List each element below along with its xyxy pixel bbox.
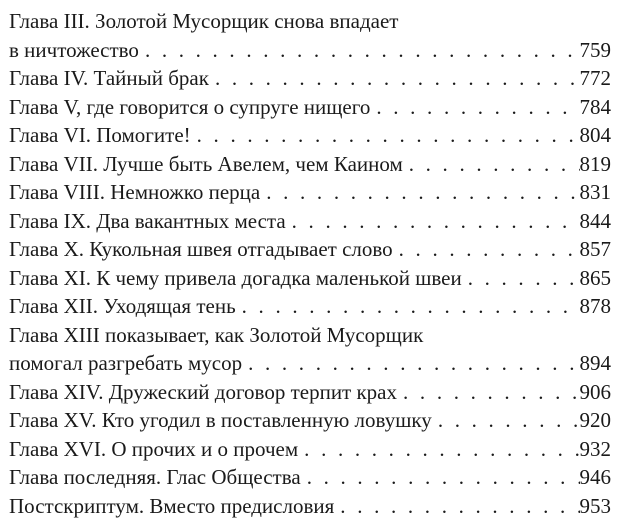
toc-entry-line [9,435,611,464]
dot-leader [397,378,579,407]
toc-entry-line [9,178,611,207]
toc-entry [9,7,611,64]
toc-entry [9,292,611,321]
toc-entry-title: Глава последняя. Глас Общества [9,465,301,489]
dot-leader [242,349,579,378]
toc-entry-page: 831 [579,180,611,204]
toc-entry-line [9,93,611,122]
dot-leader [403,150,580,179]
dot-leader [139,36,580,65]
dot-leader [191,121,580,150]
toc-entry-first-line [9,321,611,350]
dot-leader [370,93,579,122]
toc-entry-page: 894 [579,351,611,375]
toc-entry-page: 819 [579,151,611,176]
toc-entry-title-line1: Глава XIII показывает, как Золотой Мусорщик [9,322,424,347]
toc-entry [9,492,611,521]
toc-entry-title: Глава VI. Помогите! [9,123,191,147]
toc-entry-line [9,292,611,321]
toc-entry-line [9,406,611,435]
dot-leader [298,435,579,464]
toc-entry [9,463,611,492]
toc-entry-page: 878 [579,294,611,318]
toc-entry [9,235,611,264]
toc-entry-line [9,349,611,378]
toc-entry-page: 772 [579,66,611,90]
toc-entry-title: Глава X. Кукольная швея отгадывает слово [9,237,393,261]
toc-entry-title: Постскриптум. Вместо предисловия [9,493,335,518]
toc-entry-title: Глава V, где говорится о супруге нищего [9,94,371,119]
toc-entry-page: 865 [579,265,611,290]
toc-entry-line [9,235,611,264]
toc-entry-title: Глава VIII. Немножко перца [9,180,261,204]
toc-entry [9,178,611,207]
toc-entry-title: Глава VII. Лучше быть Авелем, чем Каином [9,151,403,176]
toc-entry-title: помогал разгребать мусор [9,351,243,375]
dot-leader [432,406,580,435]
toc-entry-title: Глава XV. Кто угодил в поставленную ловушку [9,408,432,432]
toc-entry [9,406,611,435]
toc-entry-page: 759 [579,37,611,62]
toc-entry [9,64,611,93]
toc-entry-page: 946 [579,465,611,489]
toc-entry [9,321,611,378]
dot-leader [209,64,580,93]
toc-entry-page: 932 [579,436,611,461]
toc-entry [9,378,611,407]
toc-entry-page: 906 [579,379,611,404]
table-of-contents [9,7,611,520]
toc-entry-line [9,492,611,521]
dot-leader [334,492,579,521]
toc-entry-page: 920 [579,408,611,432]
dot-leader [393,235,580,264]
toc-entry [9,150,611,179]
toc-entry-title: Глава XI. К чему привела догадка маленькой швеи [9,265,462,290]
toc-entry-title: Глава IV. Тайный брак [9,66,209,90]
toc-entry-line [9,36,611,65]
dot-leader [286,207,580,236]
toc-entry-title: Глава XVI. О прочих и о прочем [9,436,299,461]
toc-entry-title: в ничтожество [9,37,139,62]
toc-entry-page: 804 [579,123,611,147]
toc-entry-line [9,463,611,492]
dot-leader [236,292,580,321]
toc-entry [9,264,611,293]
toc-entry-page: 857 [579,237,611,261]
toc-entry [9,435,611,464]
toc-entry-title: Глава XIV. Дружеский договор терпит крах [9,379,398,404]
toc-entry-line [9,378,611,407]
toc-entry-line [9,64,611,93]
toc-entry-line [9,264,611,293]
toc-entry [9,93,611,122]
toc-entry-line [9,150,611,179]
toc-entry-first-line [9,7,611,36]
toc-entry-page: 953 [579,493,611,518]
toc-entry-title-line1: Глава III. Золотой Мусорщик снова впадает [9,9,399,33]
dot-leader [260,178,579,207]
dot-leader [462,264,580,293]
toc-entry-page: 784 [579,94,611,119]
toc-entry-line [9,121,611,150]
toc-entry-line [9,207,611,236]
dot-leader [301,463,580,492]
toc-entry-page: 844 [579,208,611,233]
toc-entry [9,207,611,236]
toc-entry-title: Глава IX. Два вакантных места [9,208,286,233]
toc-entry [9,121,611,150]
toc-entry-title: Глава XII. Уходящая тень [9,294,236,318]
